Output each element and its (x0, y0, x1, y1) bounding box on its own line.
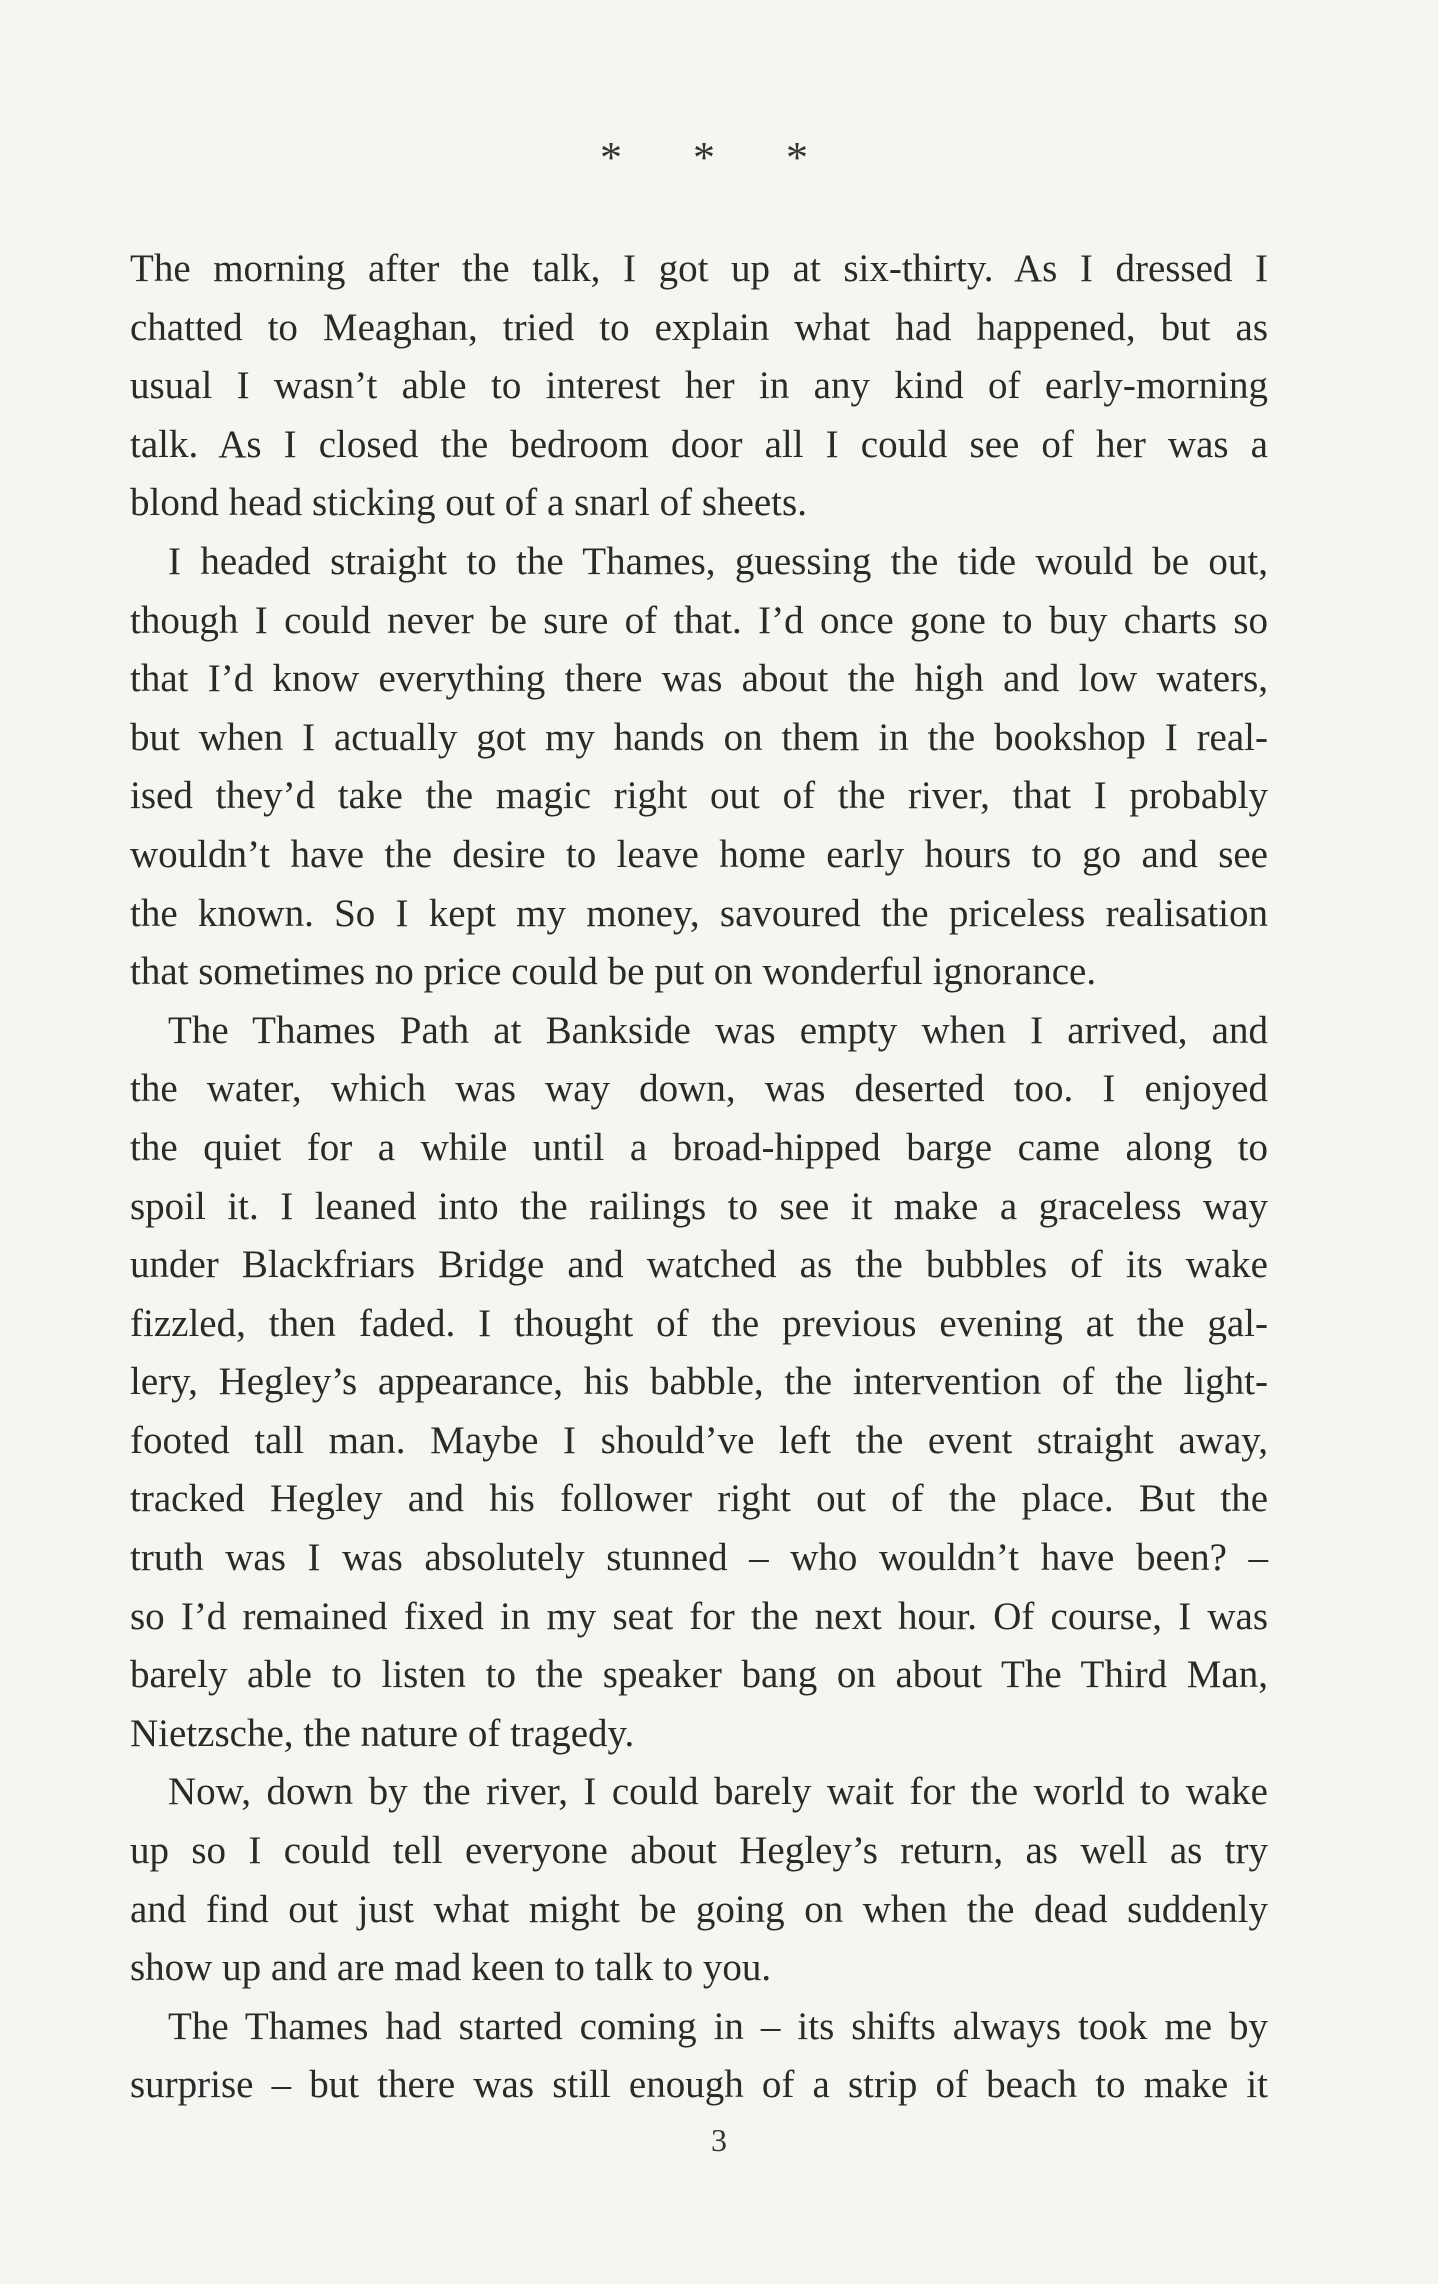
text-line: The Thames Path at Bankside was empty when I arrived, and (168, 1008, 1268, 1052)
text-line: surprise – but there was still enough of a strip of beach to make it (130, 2063, 1268, 2107)
text-line: fizzled, then faded. I thought of the previous evening at the gal- (130, 1301, 1268, 1345)
text-line: ised they’d take the magic right out of the river, that I probably (130, 774, 1268, 818)
text-line: the known. So I kept my money, savoured the priceless realisation (130, 891, 1268, 935)
text-line: Now, down by the river, I could barely wait for the world to wake (168, 1770, 1268, 1814)
text-line: The morning after the talk, I got up at six-thirty. As I dressed I (130, 247, 1268, 290)
text-line: but when I actually got my hands on them in the bookshop I real- (130, 715, 1268, 759)
text-line: show up and are mad keen to talk to you. (130, 1946, 772, 1990)
body-text (130, 240, 1268, 2115)
text-line: tracked Hegley and his follower right out of the place. But the (130, 1477, 1268, 1521)
text-line: the quiet for a while until a broad-hipped barge came along to (130, 1125, 1268, 1169)
text-line: up so I could tell everyone about Hegley’s return, as well as try (130, 1829, 1268, 1873)
text-line: Nietzsche, the nature of tragedy. (130, 1711, 635, 1755)
text-line: the water, which was way down, was deserted too. I enjoyed (130, 1067, 1268, 1111)
text-line: that sometimes no price could be put on wonderful ignorance. (130, 950, 1097, 994)
text-line: spoil it. I leaned into the railings to see it make a graceless way (130, 1184, 1268, 1228)
text-line: I headed straight to the Thames, guessing the tide would be out, (168, 539, 1268, 583)
page-number: 3 (711, 2122, 727, 2158)
text-line: footed tall man. Maybe I should’ve left the event straight away, (130, 1418, 1268, 1462)
text-line: usual I wasn’t able to interest her in any kind of early-morning (130, 364, 1268, 408)
text-line: talk. As I closed the bedroom door all I could see of her was a (130, 422, 1268, 466)
text-line: The Thames had started coming in – its shifts always took me by (168, 2004, 1268, 2048)
text-line: barely able to listen to the speaker bang on about The Third Man, (130, 1653, 1268, 1697)
text-line: blond head sticking out of a snarl of sheets. (130, 481, 807, 525)
text-line: so I’d remained fixed in my seat for the next hour. Of course, I was (130, 1594, 1268, 1638)
text-line: and find out just what might be going on when the dead suddenly (130, 1887, 1268, 1931)
text-line: wouldn’t have the desire to leave home early hours to go and see (130, 832, 1268, 876)
text-line: that I’d know everything there was about the high and low waters, (130, 657, 1268, 701)
text-line: truth was I was absolutely stunned – who wouldn’t have been? – (130, 1536, 1268, 1580)
scene-break: * * * (600, 133, 838, 182)
text-line: lery, Hegley’s appearance, his babble, the intervention of the light- (130, 1360, 1268, 1404)
text-line: chatted to Meaghan, tried to explain what had happened, but as (130, 305, 1268, 349)
text-line: though I could never be sure of that. I’d once gone to buy charts so (130, 598, 1268, 642)
text-line: under Blackfriars Bridge and watched as the bubbles of its wake (130, 1243, 1268, 1287)
